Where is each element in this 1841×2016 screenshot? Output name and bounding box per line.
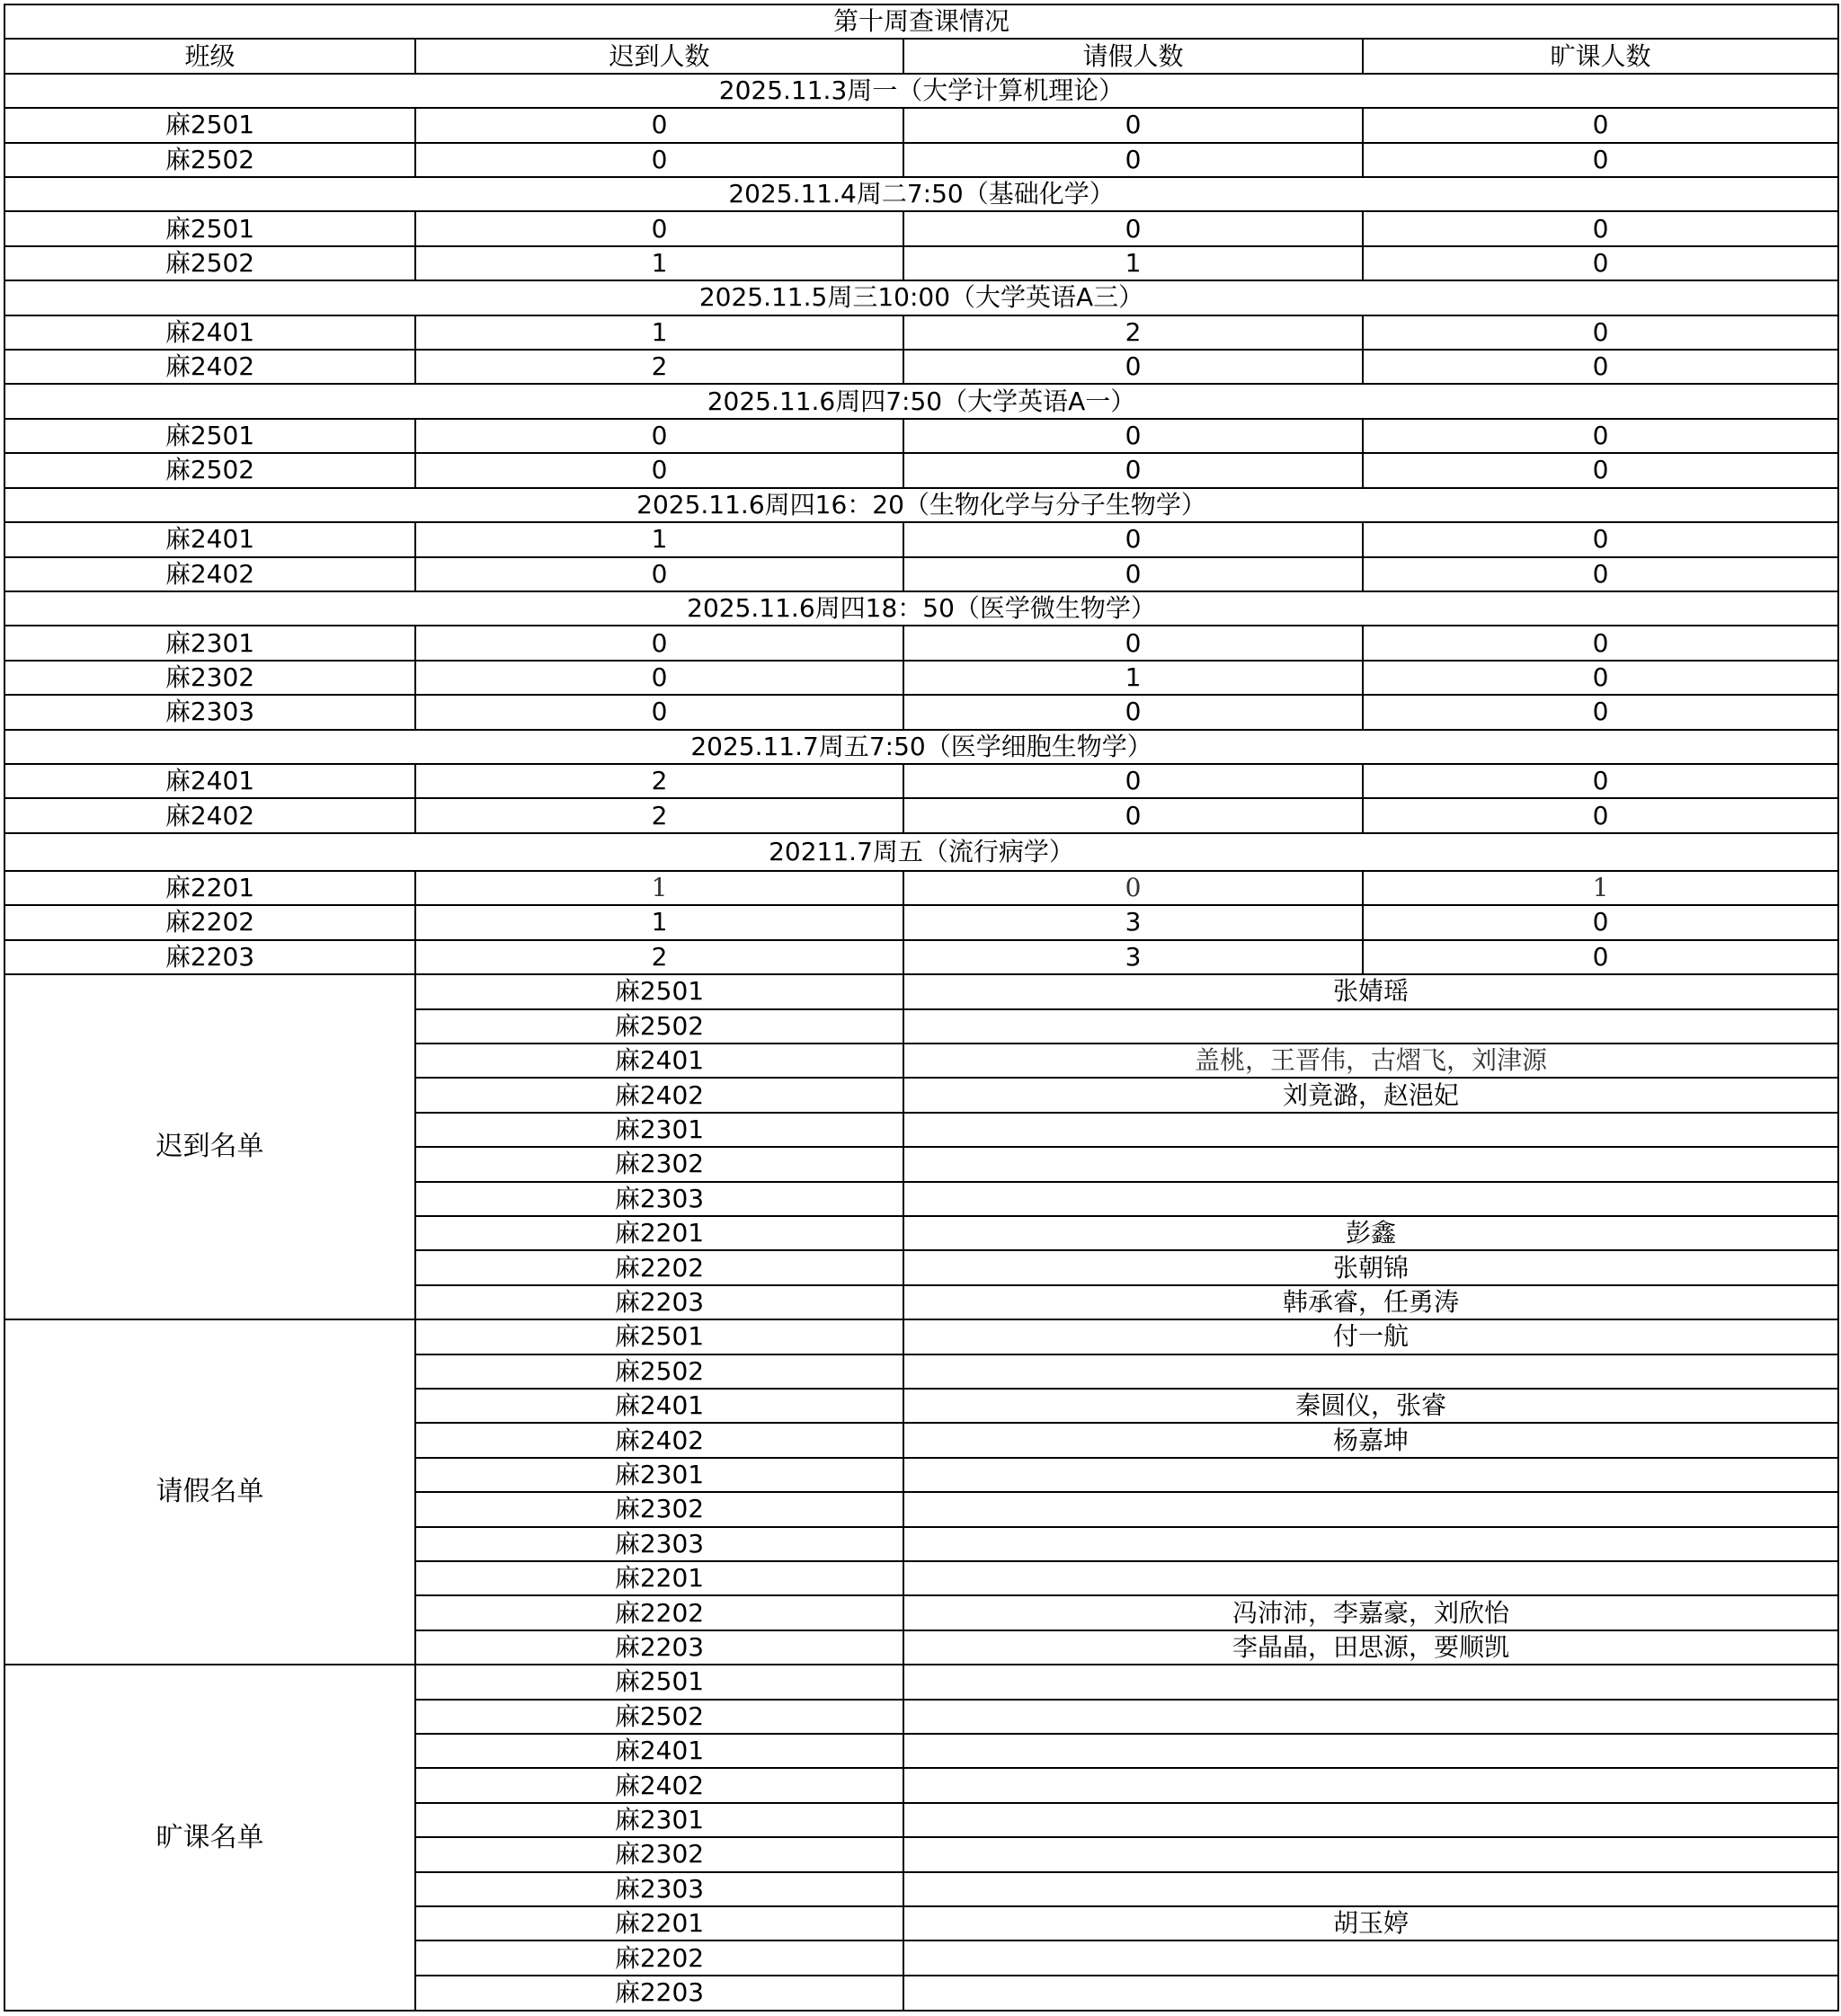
list-names-cell[interactable] [903, 1458, 1838, 1492]
session-row [4, 74, 1838, 108]
absent-count-cell[interactable]: 0 [1363, 798, 1838, 832]
list-class-cell[interactable]: 麻2202 [415, 1250, 903, 1284]
leave-count-cell[interactable]: 1 [903, 661, 1363, 695]
list-label[interactable]: 旷课名单 [4, 1665, 415, 2011]
late-count-cell[interactable]: 0 [415, 557, 903, 591]
leave-count-cell[interactable]: 0 [903, 871, 1363, 905]
attendance-table-body [4, 4, 1838, 2011]
list-names-cell[interactable] [903, 1872, 1838, 1906]
session-title[interactable]: 20211.7周五（流行病学） [4, 833, 1838, 871]
late-count-cell[interactable]: 0 [415, 453, 903, 487]
list-class-cell[interactable]: 麻2501 [415, 974, 903, 1008]
list-class-cell[interactable]: 麻2302 [415, 1492, 903, 1526]
late-count-cell[interactable]: 0 [415, 108, 903, 142]
list-class-cell[interactable]: 麻2201 [415, 1216, 903, 1250]
session-title[interactable]: 2025.11.7周五7:50（医学细胞生物学） [4, 730, 1838, 764]
list-names-cell[interactable]: 杨嘉坤 [903, 1423, 1838, 1457]
absent-count-cell[interactable]: 0 [1363, 764, 1838, 798]
session-row [4, 833, 1838, 871]
list-names-cell[interactable] [903, 1700, 1838, 1734]
class-cell[interactable]: 麻2501 [4, 108, 415, 142]
late-count-cell[interactable]: 1 [415, 315, 903, 350]
late-count-cell[interactable]: 2 [415, 940, 903, 974]
list-names-cell[interactable] [903, 1665, 1838, 1699]
table-row [4, 557, 1838, 591]
class-cell[interactable]: 麻2402 [4, 350, 415, 384]
late-count-cell[interactable]: 1 [415, 522, 903, 556]
session-row [4, 280, 1838, 315]
leave-count-cell[interactable]: 0 [903, 695, 1363, 729]
late-count-cell[interactable]: 2 [415, 764, 903, 798]
list-names-cell[interactable]: 张婧瑶 [903, 974, 1838, 1008]
list-class-cell[interactable]: 麻2402 [415, 1768, 903, 1802]
leave-count-cell[interactable]: 2 [903, 315, 1363, 350]
table-row [4, 143, 1838, 177]
absent-count-cell[interactable]: 0 [1363, 940, 1838, 974]
title-row [4, 4, 1838, 39]
sheet-title[interactable]: 第十周查课情况 [4, 4, 1838, 39]
class-cell[interactable]: 麻2203 [4, 940, 415, 974]
list-class-cell[interactable]: 麻2202 [415, 1941, 903, 1975]
list-class-cell[interactable]: 麻2301 [415, 1113, 903, 1147]
late-count-cell[interactable]: 0 [415, 143, 903, 177]
absent-count-cell[interactable]: 0 [1363, 557, 1838, 591]
list-class-cell[interactable]: 麻2502 [415, 1009, 903, 1044]
list-class-cell[interactable]: 麻2401 [415, 1734, 903, 1768]
leave-count-cell[interactable]: 3 [903, 940, 1363, 974]
list-names-cell[interactable]: 彭鑫 [903, 1216, 1838, 1250]
list-names-cell[interactable] [903, 1113, 1838, 1147]
class-cell[interactable]: 麻2401 [4, 315, 415, 350]
list-names-cell[interactable] [903, 1941, 1838, 1975]
header-class[interactable]: 班级 [4, 39, 415, 73]
list-row [4, 1319, 1838, 1354]
table-row [4, 940, 1838, 974]
list-names-cell[interactable]: 盖桃，王晋伟，古熠飞，刘津源 [903, 1044, 1838, 1078]
absent-count-cell[interactable]: 0 [1363, 695, 1838, 729]
late-count-cell[interactable]: 2 [415, 350, 903, 384]
table-row [4, 695, 1838, 729]
class-cell[interactable]: 麻2501 [4, 419, 415, 453]
list-row [4, 1665, 1838, 1699]
list-class-cell[interactable]: 麻2203 [415, 1976, 903, 2011]
class-cell[interactable]: 麻2402 [4, 798, 415, 832]
class-cell[interactable]: 麻2302 [4, 661, 415, 695]
absent-count-cell[interactable]: 0 [1363, 246, 1838, 280]
late-count-cell[interactable]: 0 [415, 661, 903, 695]
leave-count-cell[interactable]: 0 [903, 557, 1363, 591]
table-row [4, 419, 1838, 453]
class-cell[interactable]: 麻2402 [4, 557, 415, 591]
table-row [4, 661, 1838, 695]
list-names-cell[interactable] [903, 1837, 1838, 1871]
leave-count-cell[interactable]: 1 [903, 246, 1363, 280]
list-class-cell[interactable]: 麻2501 [415, 1665, 903, 1699]
class-cell[interactable]: 麻2502 [4, 246, 415, 280]
absent-count-cell[interactable]: 0 [1363, 661, 1838, 695]
list-names-cell[interactable] [903, 1768, 1838, 1802]
list-label[interactable]: 迟到名单 [4, 974, 415, 1319]
list-class-cell[interactable]: 麻2401 [415, 1044, 903, 1078]
class-cell[interactable]: 麻2301 [4, 626, 415, 660]
list-names-cell[interactable]: 刘竟潞，赵浥妃 [903, 1078, 1838, 1112]
list-names-cell[interactable]: 冯沛沛，李嘉豪，刘欣怡 [903, 1595, 1838, 1630]
session-title[interactable]: 2025.11.5周三10:00（大学英语A三） [4, 280, 1838, 315]
list-names-cell[interactable] [903, 1527, 1838, 1561]
leave-count-cell[interactable]: 0 [903, 522, 1363, 556]
leave-count-cell[interactable]: 0 [903, 108, 1363, 142]
class-cell[interactable]: 麻2401 [4, 522, 415, 556]
list-names-cell[interactable]: 张朝锦 [903, 1250, 1838, 1284]
table-row [4, 798, 1838, 832]
header-row [4, 39, 1838, 73]
list-class-cell[interactable]: 麻2302 [415, 1147, 903, 1181]
table-row [4, 211, 1838, 245]
class-cell[interactable]: 麻2202 [4, 905, 415, 939]
list-names-cell[interactable] [903, 1561, 1838, 1595]
list-class-cell[interactable]: 麻2201 [415, 1561, 903, 1595]
list-names-cell[interactable] [903, 1182, 1838, 1216]
leave-count-cell[interactable]: 0 [903, 211, 1363, 245]
absent-count-cell[interactable]: 0 [1363, 626, 1838, 660]
leave-count-cell[interactable]: 3 [903, 905, 1363, 939]
absent-count-cell[interactable]: 0 [1363, 350, 1838, 384]
list-class-cell[interactable]: 麻2303 [415, 1527, 903, 1561]
list-names-cell[interactable] [903, 1734, 1838, 1768]
absent-count-cell[interactable]: 0 [1363, 211, 1838, 245]
list-class-cell[interactable]: 麻2202 [415, 1595, 903, 1630]
list-names-cell[interactable]: 韩承睿，任勇涛 [903, 1285, 1838, 1319]
header-absent[interactable]: 旷课人数 [1363, 39, 1838, 73]
absent-count-cell[interactable]: 0 [1363, 453, 1838, 487]
list-class-cell[interactable]: 麻2301 [415, 1458, 903, 1492]
list-class-cell[interactable]: 麻2502 [415, 1354, 903, 1389]
class-cell[interactable]: 麻2201 [4, 871, 415, 905]
leave-count-cell[interactable]: 0 [903, 143, 1363, 177]
class-cell[interactable]: 麻2502 [4, 453, 415, 487]
leave-count-cell[interactable]: 0 [903, 798, 1363, 832]
session-title[interactable]: 2025.11.6周四18：50（医学微生物学） [4, 591, 1838, 626]
list-class-cell[interactable]: 麻2201 [415, 1906, 903, 1941]
class-cell[interactable]: 麻2401 [4, 764, 415, 798]
late-count-cell[interactable]: 1 [415, 871, 903, 905]
list-names-cell[interactable] [903, 1976, 1838, 2011]
list-names-cell[interactable] [903, 1492, 1838, 1526]
session-row [4, 177, 1838, 211]
list-class-cell[interactable]: 麻2203 [415, 1630, 903, 1665]
absent-count-cell[interactable]: 0 [1363, 108, 1838, 142]
list-class-cell[interactable]: 麻2303 [415, 1182, 903, 1216]
class-cell[interactable]: 麻2303 [4, 695, 415, 729]
table-row [4, 905, 1838, 939]
header-leave[interactable]: 请假人数 [903, 39, 1363, 73]
class-cell[interactable]: 麻2501 [4, 211, 415, 245]
absent-count-cell[interactable]: 0 [1363, 143, 1838, 177]
late-count-cell[interactable]: 0 [415, 695, 903, 729]
table-row [4, 453, 1838, 487]
session-row [4, 384, 1838, 418]
list-names-cell[interactable] [903, 1354, 1838, 1389]
table-row [4, 764, 1838, 798]
table-row [4, 246, 1838, 280]
list-class-cell[interactable]: 麻2502 [415, 1700, 903, 1734]
class-cell[interactable]: 麻2502 [4, 143, 415, 177]
late-count-cell[interactable]: 2 [415, 798, 903, 832]
late-count-cell[interactable]: 0 [415, 626, 903, 660]
absent-count-cell[interactable]: 1 [1363, 871, 1838, 905]
list-class-cell[interactable]: 麻2203 [415, 1285, 903, 1319]
list-names-cell[interactable] [903, 1147, 1838, 1181]
list-class-cell[interactable]: 麻2501 [415, 1319, 903, 1354]
table-row [4, 522, 1838, 556]
list-names-cell[interactable]: 秦圆仪，张睿 [903, 1389, 1838, 1423]
table-row [4, 315, 1838, 350]
session-title[interactable]: 2025.11.3周一（大学计算机理论） [4, 74, 1838, 108]
header-late[interactable]: 迟到人数 [415, 39, 903, 73]
session-title[interactable]: 2025.11.6周四7:50（大学英语A一） [4, 384, 1838, 418]
list-names-cell[interactable] [903, 1009, 1838, 1044]
late-count-cell[interactable]: 1 [415, 905, 903, 939]
table-row [4, 871, 1838, 905]
leave-count-cell[interactable]: 0 [903, 626, 1363, 660]
leave-count-cell[interactable]: 0 [903, 764, 1363, 798]
list-names-cell[interactable]: 胡玉婷 [903, 1906, 1838, 1941]
session-title[interactable]: 2025.11.6周四16：20（生物化学与分子生物学） [4, 488, 1838, 522]
late-count-cell[interactable]: 1 [415, 246, 903, 280]
absent-count-cell[interactable]: 0 [1363, 522, 1838, 556]
table-row [4, 350, 1838, 384]
list-names-cell[interactable] [903, 1803, 1838, 1837]
list-class-cell[interactable]: 麻2402 [415, 1423, 903, 1457]
list-class-cell[interactable]: 麻2303 [415, 1872, 903, 1906]
list-names-cell[interactable]: 付一航 [903, 1319, 1838, 1354]
absent-count-cell[interactable]: 0 [1363, 315, 1838, 350]
list-label[interactable]: 请假名单 [4, 1319, 415, 1665]
absent-count-cell[interactable]: 0 [1363, 419, 1838, 453]
absent-count-cell[interactable]: 0 [1363, 905, 1838, 939]
table-row [4, 626, 1838, 660]
list-class-cell[interactable]: 麻2301 [415, 1803, 903, 1837]
leave-count-cell[interactable]: 0 [903, 453, 1363, 487]
list-row [4, 974, 1838, 1008]
list-names-cell[interactable]: 李晶晶，田思源，要顺凯 [903, 1630, 1838, 1665]
late-count-cell[interactable]: 0 [415, 211, 903, 245]
table-row [4, 108, 1838, 142]
leave-count-cell[interactable]: 0 [903, 419, 1363, 453]
list-class-cell[interactable]: 麻2402 [415, 1078, 903, 1112]
session-row [4, 488, 1838, 522]
leave-count-cell[interactable]: 0 [903, 350, 1363, 384]
attendance-table [4, 4, 1839, 2012]
session-title[interactable]: 2025.11.4周二7:50（基础化学） [4, 177, 1838, 211]
list-class-cell[interactable]: 麻2302 [415, 1837, 903, 1871]
late-count-cell[interactable]: 0 [415, 419, 903, 453]
list-class-cell[interactable]: 麻2401 [415, 1389, 903, 1423]
session-row [4, 730, 1838, 764]
session-row [4, 591, 1838, 626]
